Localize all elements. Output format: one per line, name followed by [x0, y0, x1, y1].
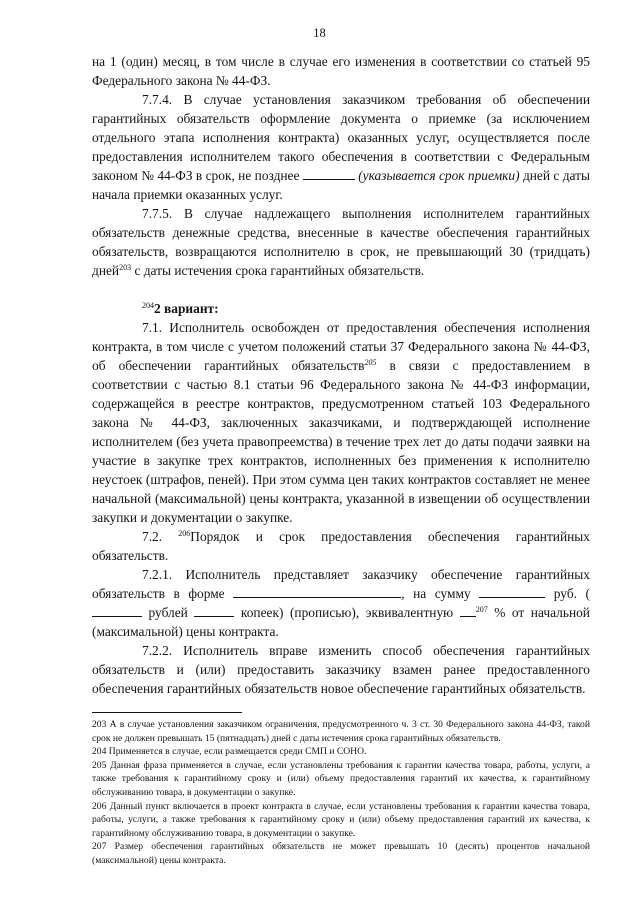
blank-field[interactable]: [303, 167, 355, 180]
clause-7-1: 7.1. Исполнитель освобожден от предоставления обеспечения исполнения контракта, в том числе с учетом положений статьи 37 Федерального закона № 44-ФЗ, об обеспечении гарантийных обязательств$^{205}$ в связи с предоставлением в соответствии с частью 8.1 статьи 96 Федерального закона № 44-ФЗ информации, содержащейся в реестре контрактов, предусмотренном статьей 103 Федерального закона № 44-ФЗ, заключенных заказчиками, и подтверждающей исполнение исполнителем (без учета правопреемства) в течение трех лет до даты подачи заявки на участие в закупке трех контрактов, исполненных без применения к исполнителю неустоек (штрафов, пеней). При этом сумма цен таких контрактов составляет не менее начальной (максимальной) цены контракта, указанной в извещении об осуществлении закупки и документации о закупке.: [92, 320, 590, 525]
amount-field[interactable]: [479, 585, 545, 598]
footnotes: [92, 718, 590, 868]
footnote-203: 203 А в случае установления заказчиком ограничения, предусмотренного ч. 3 ст. 30 Федерального закона 44-ФЗ, такой срок не должен превышать 15 (пятнадцать) дней с даты истечения срока гарантийных обязательств.: [92, 719, 590, 744]
footnote-ref-205: 205: [364, 358, 377, 367]
clause-7-2-1: 7.2.1. Исполнитель представляет заказчику обеспечение гарантийных обязательств в форме , на сумму руб. ( рублей копеек) (прописью), эквивалентную $^{207}$ % от начальной (максимальной) цены контракта.: [92, 567, 590, 639]
paragraph-continuation: на 1 (один) месяц, в том числе в случае его изменения в соответствии со статьей 95 Федерального закона № 44-ФЗ.: [92, 54, 590, 88]
percent-field[interactable]: [460, 604, 476, 617]
footnote-206: 206 Данный пункт включается в проект контракта в случае, если установлены требования к гарантии качества товара, работы, услуги, а также требования к гарантийному сроку и (или) объему предоставления гарантий их качества, к гарантийному обслуживанию товара, в документации о закупке.: [92, 800, 590, 839]
clause-7-2: 7.2. $^{206}$Порядок и срок предоставления обеспечения гарантийных обязательств.: [92, 529, 590, 563]
footnote-207: 207 Размер обеспечения гарантийных обязательств не может превышать 10 (десять) процентов начальной (максимальной) цены контракта.: [92, 841, 590, 866]
footnote-ref-206: 206: [178, 529, 191, 538]
page-number: 18: [313, 26, 326, 40]
rubles-field[interactable]: [92, 604, 142, 617]
footnote-205: 205 Данная фраза применяется в случае, если установлены требования к гарантии качества товара, работы, услуги, а также требования к гарантийному сроку и (или) объему предоставления гарантий их качества, к гарантийному обслуживанию товара, в документации о закупке.: [92, 759, 590, 798]
footnote-separator: [92, 712, 242, 713]
kopecks-field[interactable]: [194, 604, 234, 617]
clause-7-7-4: 7.7.4. В случае установления заказчиком требования об обеспечении гарантийных обязательств оформление документа о приемке (за исключением отдельного этапа исполнения контракта) оказанных услуг, осуществляется после предоставления исполнителем такого обеспечения в соответствии с Федеральным законом № 44-ФЗ в срок, не позднее (указывается срок приемки) дней с даты начала приемки оказанных услуг.: [92, 92, 591, 202]
footnote-ref-203: 203: [119, 263, 132, 272]
clause-7-7-5: 7.7.5. В случае надлежащего выполнения исполнителем гарантийных обязательств денежные средства, внесенные в качестве обеспечения гарантийных обязательств, возвращаются исполнителю в срок, не превышающий 30 (тридцать) дней$^{203}$ с даты истечения срока гарантийных обязательств.: [92, 206, 590, 278]
guarantee-form-field[interactable]: [233, 585, 401, 598]
footnote-204: 204 Применяется в случае, если размещается среди СМП и СОНО.: [92, 746, 367, 758]
document-body: [92, 52, 590, 698]
clause-7-2-2: 7.2.2. Исполнитель вправе изменить способ обеспечения гарантийных обязательств и (или) предоставить заказчику взамен ранее предоставленного обеспечения гарантийных обязательств новое обеспечение гарантийных обязательств.: [92, 643, 590, 696]
footnote-ref-204: 204: [142, 301, 154, 310]
variant-heading: $^{204}$2 вариант:: [142, 301, 219, 316]
footnote-ref-207: 207: [475, 605, 488, 614]
